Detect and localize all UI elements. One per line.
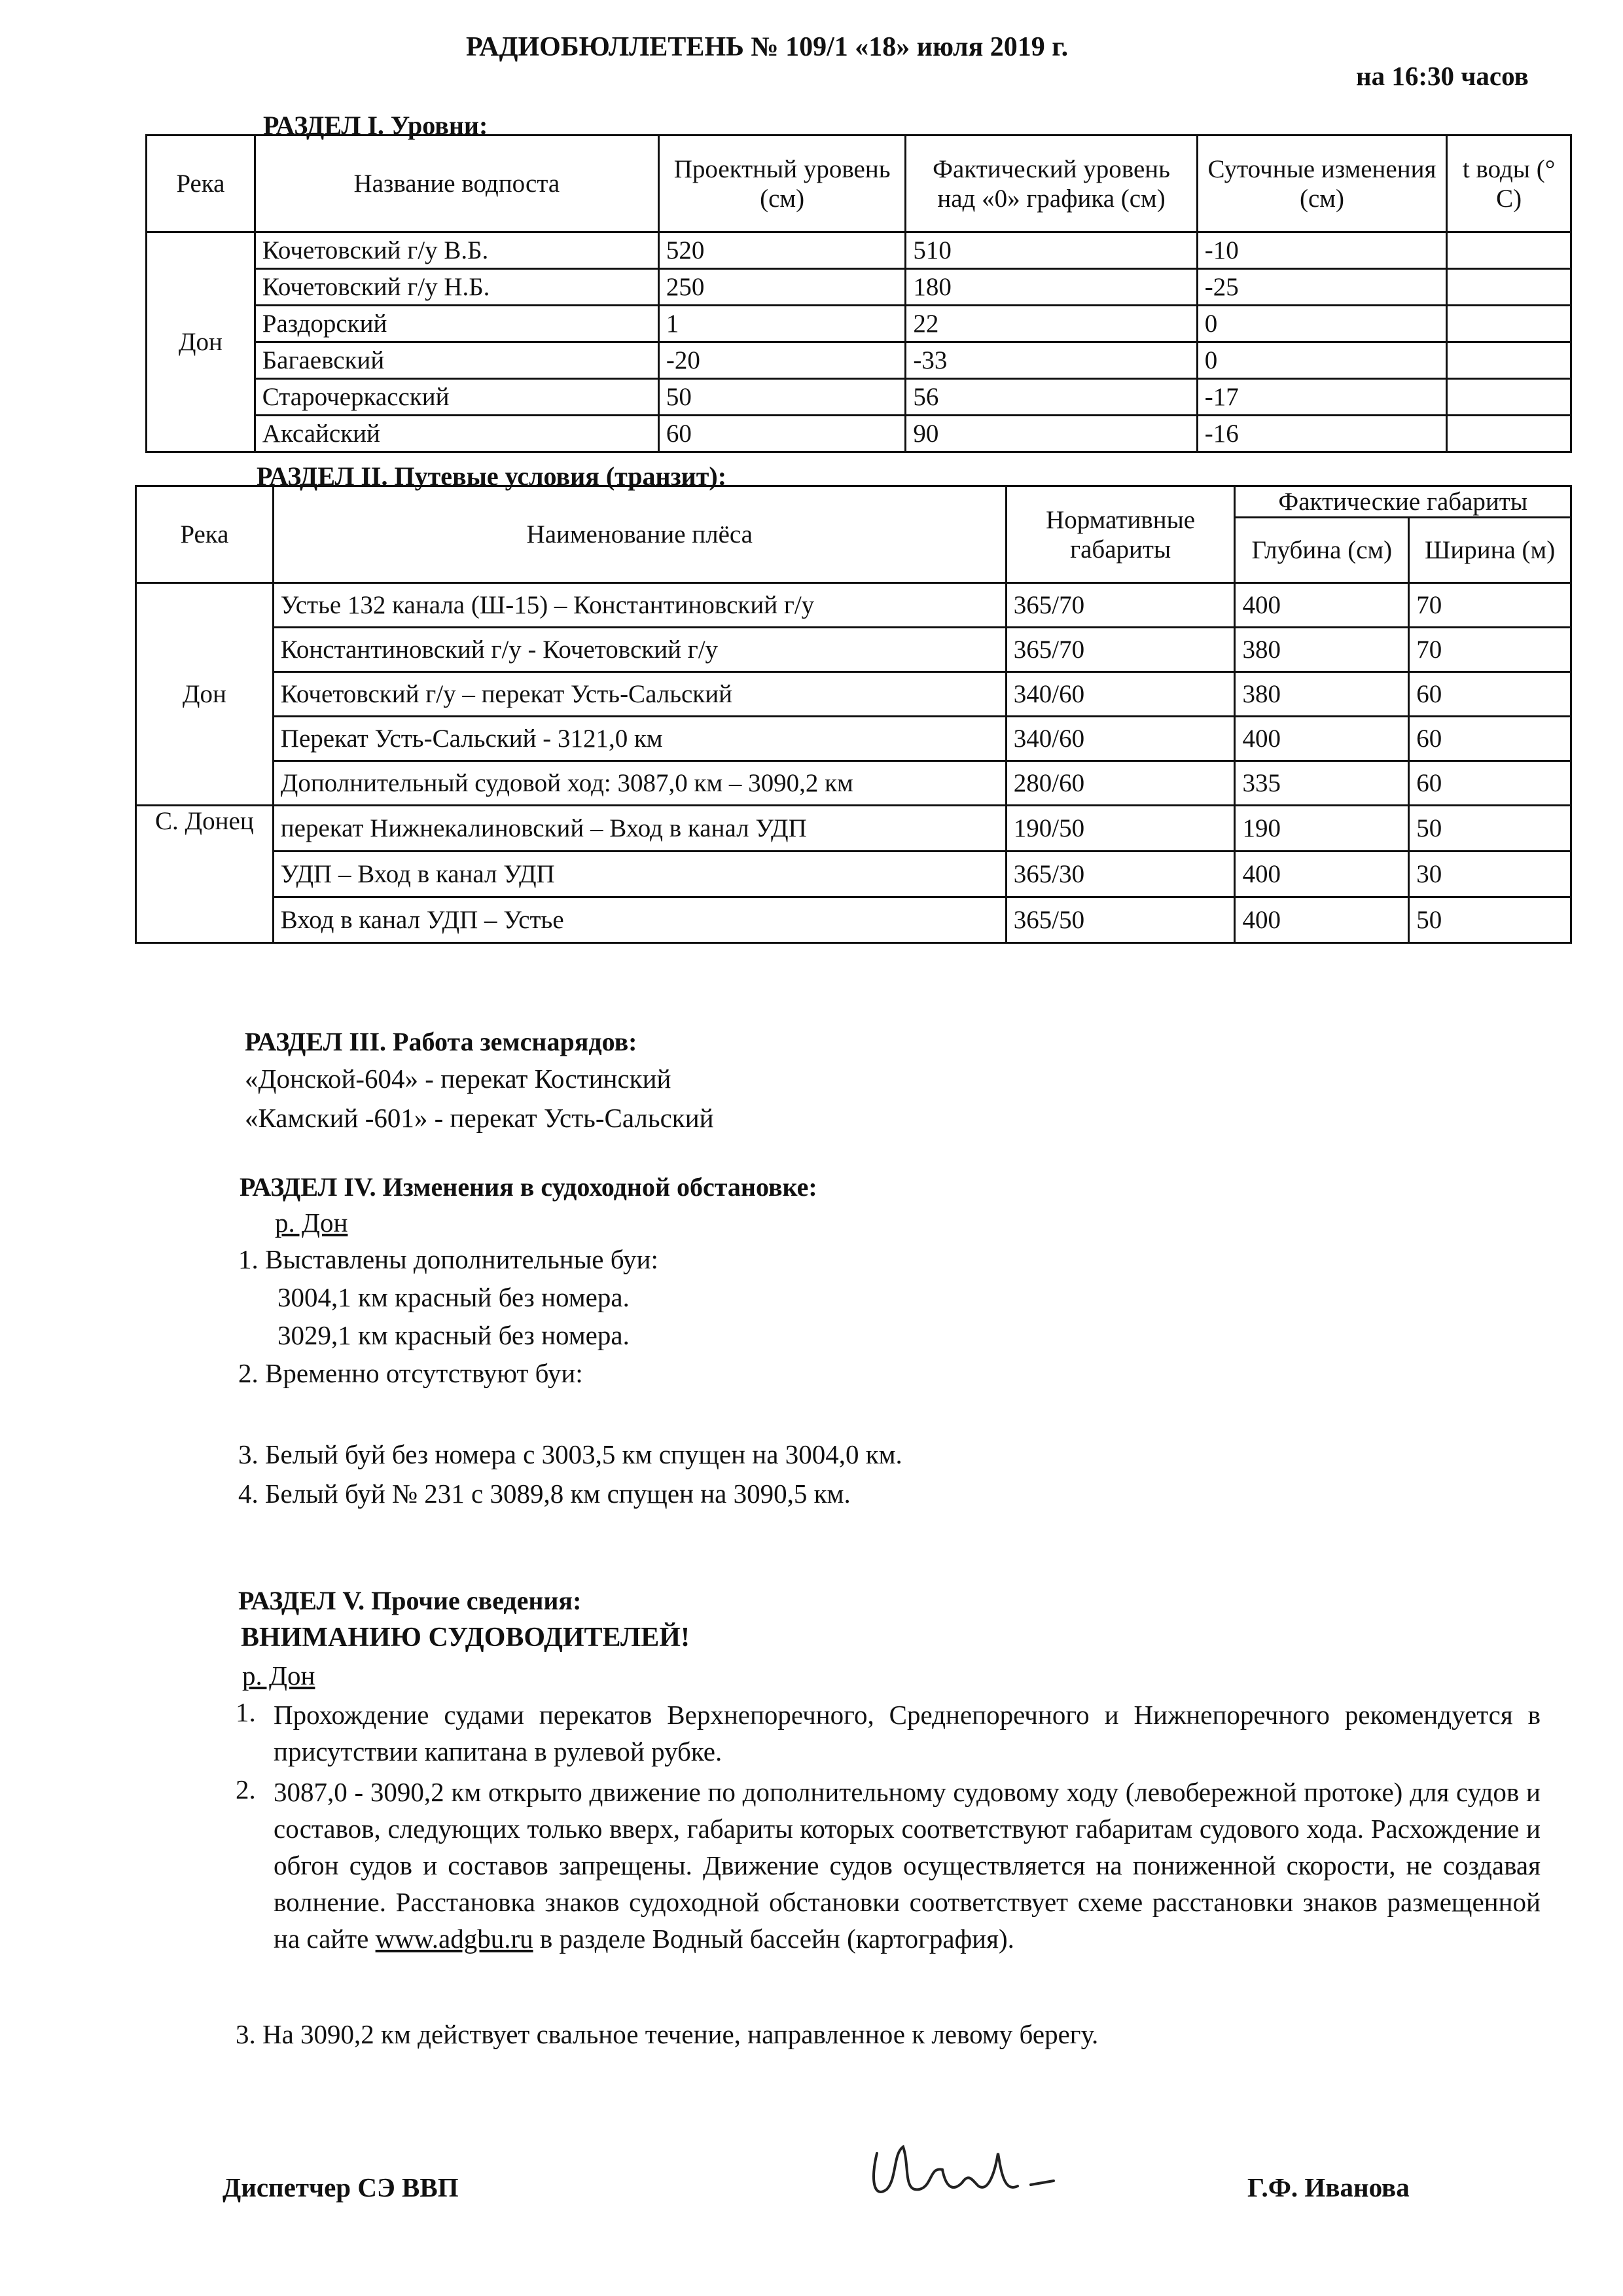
section4-item: 1. Выставлены дополнительные буи: [238,1244,658,1274]
actual-level: 180 [906,269,1197,306]
daily-change: 0 [1197,342,1446,379]
normative-dims: 365/70 [1006,628,1235,672]
section5-item: Прохождение судами перекатов Верхнепоречного, Среднепоречного и Нижнепоречного рекомендуется в присутствии капитана в рулевой рубке. [274,1700,1541,1767]
design-level: 250 [658,269,906,306]
dredger-line: «Камский -601» - перекат Усть-Сальский [245,1103,714,1133]
col-reach: Наименование плёса [273,486,1006,583]
col-actual-group: Фактические габариты [1235,486,1571,518]
width-value: 50 [1409,806,1571,852]
dispatcher-role: Диспетчер СЭ ВВП [223,2172,459,2202]
bulletin-time: на 16:30 часов [1356,61,1529,91]
col-post: Название водпоста [255,135,658,232]
dispatcher-name: Г.Ф. Иванова [1247,2172,1410,2202]
table-row [136,852,1571,897]
section4-title: РАЗДЕЛ IV. Изменения в судоходной обстановке: [240,1172,817,1202]
reach-name: Кочетовский г/у – перекат Усть-Сальский [273,672,1006,717]
actual-level: 510 [906,232,1197,269]
river-name: Дон [136,583,274,806]
col-water-temp: t воды (° С) [1447,135,1571,232]
daily-change: -10 [1197,232,1446,269]
design-level: 1 [658,306,906,342]
section4-item: 4. Белый буй № 231 с 3089,8 км спущен на 3090,5 км. [238,1479,851,1509]
daily-change: 0 [1197,306,1446,342]
depth-value: 400 [1235,717,1409,761]
width-value: 30 [1409,852,1571,897]
normative-dims: 340/60 [1006,672,1235,717]
design-level: 520 [658,232,906,269]
table-row [147,416,1571,452]
width-value: 60 [1409,717,1571,761]
post-name: Багаевский [255,342,658,379]
actual-level: 22 [906,306,1197,342]
section4-river: р. Дон [275,1208,348,1238]
levels-table [145,134,1572,453]
width-value: 50 [1409,897,1571,943]
water-temp [1447,269,1571,306]
daily-change: -25 [1197,269,1446,306]
actual-level: -33 [906,342,1197,379]
col-normative: Нормативные габариты [1006,486,1235,583]
col-width: Ширина (м) [1409,518,1571,583]
table-row [136,806,1571,852]
daily-change: -17 [1197,379,1446,416]
table-row [147,306,1571,342]
table-row [136,583,1571,628]
reach-name: Дополнительный судовой ход: 3087,0 км – 3090,2 км [273,761,1006,806]
depth-value: 380 [1235,672,1409,717]
col-river: Река [136,486,274,583]
post-name: Аксайский [255,416,658,452]
col-river: Река [147,135,255,232]
col-design-level: Проектный уровень (см) [658,135,906,232]
table-row [136,672,1571,717]
design-level: 60 [658,416,906,452]
section4-item: 2. Временно отсутствуют буи: [238,1358,583,1388]
normative-dims: 365/70 [1006,583,1235,628]
section1-title: РАЗДЕЛ I. Уровни: [263,111,488,140]
reach-name: Константиновский г/у - Кочетовский г/у [273,628,1006,672]
reach-name: Перекат Усть-Сальский - 3121,0 км [273,717,1006,761]
col-actual-level: Фактический уровень над «0» графика (см) [906,135,1197,232]
width-value: 60 [1409,672,1571,717]
design-level: 50 [658,379,906,416]
website-link[interactable]: www.adgbu.ru [375,1924,533,1954]
water-temp [1447,306,1571,342]
normative-dims: 280/60 [1006,761,1235,806]
bulletin-title: РАДИОБЮЛЛЕТЕНЬ № 109/1 «18» июля 2019 г. [466,32,1069,62]
normative-dims: 365/30 [1006,852,1235,897]
table-row [147,269,1571,306]
width-value: 70 [1409,628,1571,672]
post-name: Кочетовский г/у В.Б. [255,232,658,269]
section4-subitem: 3029,1 км красный без номера. [277,1320,630,1350]
section2-title: РАЗДЕЛ II. Путевые условия (транзит): [257,461,727,491]
table-row [136,897,1571,943]
table-row [147,232,1571,269]
depth-value: 400 [1235,852,1409,897]
attention-heading: ВНИМАНИЮ СУДОВОДИТЕЛЕЙ! [241,1623,690,1653]
section4-subitem: 3004,1 км красный без номера. [277,1282,630,1312]
actual-level: 90 [906,416,1197,452]
reach-name: Вход в канал УДП – Устье [273,897,1006,943]
reach-name: Устье 132 канала (Ш-15) – Константиновский г/у [273,583,1006,628]
depth-value: 400 [1235,897,1409,943]
dredger-line: «Донской-604» - перекат Костинский [245,1064,671,1094]
reach-name: перекат Нижнекалиновский – Вход в канал УДП [273,806,1006,852]
reach-name: УДП – Вход в канал УДП [273,852,1006,897]
width-value: 60 [1409,761,1571,806]
col-daily-change: Суточные изменения (см) [1197,135,1446,232]
col-depth: Глубина (см) [1235,518,1409,583]
water-temp [1447,232,1571,269]
item-number: 1. [236,1697,256,1727]
table-row [147,379,1571,416]
item-text: 3087,0 - 3090,2 км открыто движение по дополнительному судовому ходу (левобережной протоке) для судов и составов, следующих только вверх, габариты которых соответствуют габаритам судового хода. Расхождение и обгон судов и составов запрещены. Движение судов осуществляется на пониженной скорости, не создавая волнение. Расстановка знаков судоходной обстановки соответствует схеме расстановки знаков размещенной на сайте [274,1777,1541,1954]
table-row [136,628,1571,672]
water-temp [1447,379,1571,416]
transit-table [135,485,1572,944]
water-temp [1447,416,1571,452]
post-name: Раздорский [255,306,658,342]
table-row [136,761,1571,806]
design-level: -20 [658,342,906,379]
depth-value: 190 [1235,806,1409,852]
section3-title: РАЗДЕЛ III. Работа земснарядов: [245,1027,637,1056]
normative-dims: 365/50 [1006,897,1235,943]
depth-value: 400 [1235,583,1409,628]
section5-title: РАЗДЕЛ V. Прочие сведения: [238,1586,582,1615]
post-name: Кочетовский г/у Н.Б. [255,269,658,306]
daily-change: -16 [1197,416,1446,452]
depth-value: 380 [1235,628,1409,672]
normative-dims: 190/50 [1006,806,1235,852]
section4-item: 3. Белый буй без номера с 3003,5 км спущен на 3004,0 км. [238,1439,902,1469]
depth-value: 335 [1235,761,1409,806]
item-text: в разделе Водный бассейн (картография). [539,1924,1014,1954]
water-temp [1447,342,1571,379]
actual-level: 56 [906,379,1197,416]
table-row [136,717,1571,761]
river-name: Дон [147,232,255,452]
section5-river: р. Дон [242,1660,315,1691]
table-row [147,342,1571,379]
river-name: С. Донец [136,806,274,943]
normative-dims: 340/60 [1006,717,1235,761]
width-value: 70 [1409,583,1571,628]
item-number: 2. [236,1774,256,1804]
signature [857,2127,1093,2212]
section5-item [274,1774,1541,1957]
post-name: Старочеркасский [255,379,658,416]
section5-item: 3. На 3090,2 км действует свальное течение, направленное к левому берегу. [236,2019,1099,2049]
